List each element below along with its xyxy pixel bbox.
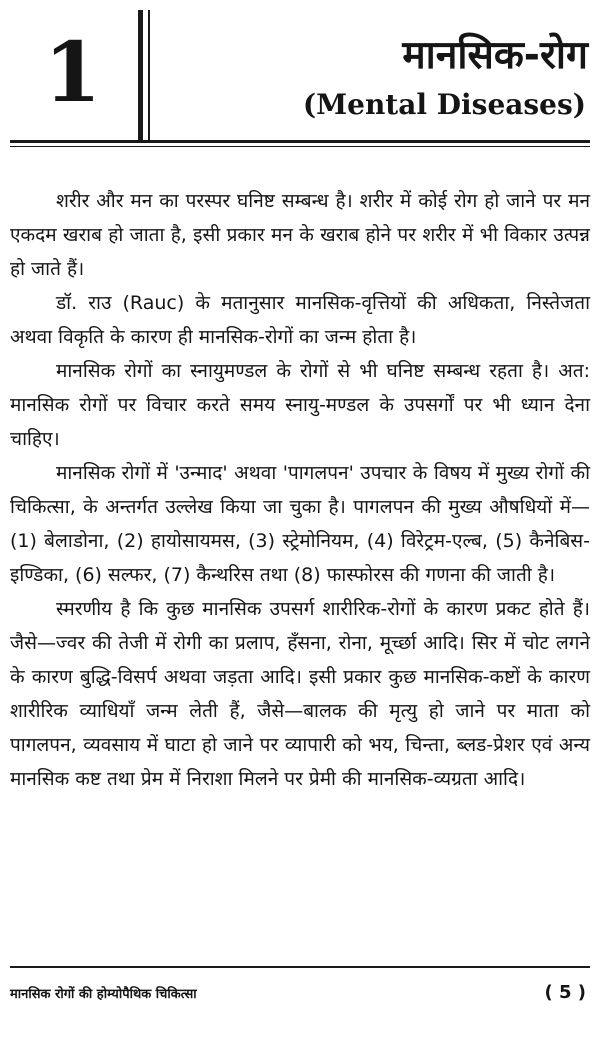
- paragraph: स्मरणीय है कि कुछ मानसिक उपसर्ग शारीरिक-रोगों के कारण प्रकट होते हैं। जैसे—ज्वर की तेजी में रोगी का प्रलाप, हँसना, रोना, मूर्च्छा आदि। सिर में चोट लगने के कारण बुद्धि-विसर्प अथवा जड़ता आदि। इसी प्रकार कुछ मानसिक-कष्टों के कारण शारीरिक व्याधियाँ जन्म लेती हैं, जैसे—बालक की मृत्यु हो जाने पर माता को पागलपन, व्यवसाय में घाटा हो जाने पर व्यापारी को भय, चिन्ता, ब्लड-प्रेशर एवं अन्य मानसिक कष्ट तथा प्रेम में निराशा मिलने पर प्रेमी की मानसिक-व्यग्रता आदि।: [10, 598, 590, 790]
- chapter-header: [0, 0, 600, 150]
- header-rule-thick: [10, 140, 590, 143]
- header-divider-thin: [148, 10, 150, 142]
- paragraph: मानसिक रोगों में 'उन्माद' अथवा 'पागलपन' उपचार के विषय में मुख्य रोगों की चिकित्सा, के अन्तर्गत उल्लेख किया जा चुका है। पागलपन की मुख्य औषधियों में—(1) बेलाडोना, (2) हायोसायमस, (3) स्ट्रेमोनियम, (4) विरेट्रम-एल्ब, (5) कैनेबिस-इण्डिका, (6) सल्फर, (7) कैन्थरिस तथा (8) फास्फोरस की गणना की जाती है।: [10, 462, 590, 586]
- paragraph: डॉ. राउ (Rauc) के मतानुसार मानसिक-वृत्तियों की अधिकता, निस्तेजता अथवा विकृति के कारण ही मानसिक-रोगों का जन्म होता है।: [10, 292, 590, 348]
- header-divider-thick: [138, 10, 143, 142]
- chapter-title-english: (Mental Diseases): [302, 88, 586, 121]
- paragraph: शरीर और मन का परस्पर घनिष्ट सम्बन्ध है। शरीर में कोई रोग हो जाने पर मन एकदम खराब हो जाता है, इसी प्रकार मन के खराब होने पर शरीर में भी विकार उत्पन्न हो जाते हैं।: [10, 190, 590, 280]
- footer-book-title: मानसिक रोगों की होम्योपैथिक चिकित्सा: [10, 987, 197, 1002]
- page-number: ( 5 ): [544, 982, 586, 1003]
- chapter-title-hindi: मानसिक-रोग: [402, 33, 588, 78]
- footer-rule: [10, 966, 590, 968]
- chapter-number: 1: [44, 25, 102, 121]
- header-rule-thin: [10, 146, 590, 147]
- chapter-body: [10, 184, 590, 796]
- paragraph: मानसिक रोगों का स्नायुमण्डल के रोगों से भी घनिष्ट सम्बन्ध रहता है। अत: मानसिक रोगों पर विचार करते समय स्नायु-मण्डल के उपसर्गों पर भी ध्यान देना चाहिए।: [10, 360, 590, 450]
